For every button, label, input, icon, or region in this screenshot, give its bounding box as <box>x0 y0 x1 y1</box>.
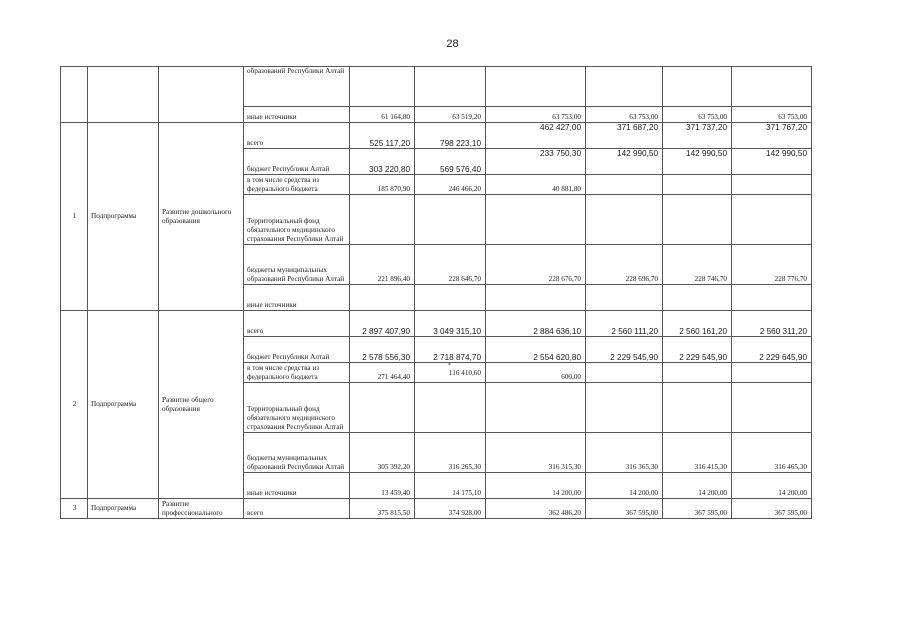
value-cell: 2 578 556,30 <box>350 337 415 363</box>
value-cell <box>663 67 732 107</box>
value-cell: 2 884 636,10 <box>486 311 586 337</box>
value-cell <box>586 383 663 433</box>
value-cell <box>732 195 812 245</box>
source-label: иные источники <box>244 285 350 311</box>
source-label: всего <box>244 499 350 519</box>
table-row <box>61 311 812 337</box>
value-cell: 228 746,70 <box>663 245 732 285</box>
value-cell: 316 415,30 <box>663 433 732 473</box>
value-cell: 367 595,00 <box>586 499 663 519</box>
value-cell: 2 229 645,90 <box>732 337 812 363</box>
value-cell <box>663 285 732 311</box>
value-cell: 798 223,10 <box>415 123 486 149</box>
value-cell <box>586 363 663 383</box>
value-cell <box>586 195 663 245</box>
value-cell: 2 554 620,80 <box>486 337 586 363</box>
value-cell <box>732 383 812 433</box>
value-cell: 228 776,70 <box>732 245 812 285</box>
value-cell <box>415 67 486 107</box>
source-label: иные источники <box>244 473 350 499</box>
value-cell: 2 560 161,20 <box>663 311 732 337</box>
value-cell: 375 815,50 <box>350 499 415 519</box>
value-cell <box>350 195 415 245</box>
table-row <box>61 67 812 107</box>
value-cell: 525 117,20 <box>350 123 415 149</box>
page-number: 28 <box>446 38 459 50</box>
value-cell: 362 486,20 <box>486 499 586 519</box>
value-cell: 2 897 407,90 <box>350 311 415 337</box>
value-cell <box>486 67 586 107</box>
value-cell <box>663 195 732 245</box>
value-cell <box>350 285 415 311</box>
value-cell: 3 049 315,10 <box>415 311 486 337</box>
value-cell: 462 427,00 <box>486 123 586 149</box>
subprogram-name: Развитие общего образования <box>159 311 244 499</box>
value-cell: 303 220,80 <box>350 149 415 175</box>
value-cell <box>415 195 486 245</box>
source-label: в том числе средства из федерального бюджета <box>244 175 350 195</box>
value-cell <box>732 285 812 311</box>
value-cell: 14 200,00 <box>663 473 732 499</box>
subprogram-name: Развитие профессионального <box>159 499 244 519</box>
value-cell: 371 767,20 <box>732 123 812 149</box>
value-cell: 246 466,20 <box>415 175 486 195</box>
value-cell <box>663 383 732 433</box>
value-cell: 61 164,80 <box>350 107 415 123</box>
value-cell: 305 392,20 <box>350 433 415 473</box>
type-cell <box>88 67 159 123</box>
value-cell: 228 646,70 <box>415 245 486 285</box>
subprogram-number: 3 <box>61 499 88 519</box>
value-cell: 271 464,40 <box>350 363 415 383</box>
source-label: всего <box>244 311 350 337</box>
value-cell: 142 990,50 <box>663 149 732 175</box>
value-cell <box>586 67 663 107</box>
value-cell <box>732 67 812 107</box>
value-cell: 14 200,00 <box>486 473 586 499</box>
source-label: бюджет Республики Алтай <box>244 337 350 363</box>
value-cell: 185 870,90 <box>350 175 415 195</box>
value-cell: 2 718 874,70 <box>415 337 486 363</box>
value-text: 116 410,60 <box>448 369 481 377</box>
value-cell: 569 576,40 <box>415 149 486 175</box>
value-cell: 142 990,50 <box>586 149 663 175</box>
value-cell: 14 200,00 <box>732 473 812 499</box>
num-cell <box>61 67 88 123</box>
value-cell <box>415 383 486 433</box>
value-cell: 374 928,00 <box>415 499 486 519</box>
value-cell: 63 753,00 <box>486 107 586 123</box>
name-cell <box>159 67 244 123</box>
value-cell <box>350 67 415 107</box>
table-row <box>61 499 812 519</box>
value-cell: 371 687,20 <box>586 123 663 149</box>
budget-table <box>60 66 812 519</box>
source-label: образований Республики Алтай <box>244 67 350 107</box>
subprogram-type: Подпрограмма <box>88 123 159 311</box>
value-cell: 63 753,00 <box>732 107 812 123</box>
value-cell: 2 560 311,20 <box>732 311 812 337</box>
value-cell: 316 365,30 <box>586 433 663 473</box>
value-cell: 600,00 <box>486 363 586 383</box>
subprogram-number: 1 <box>61 123 88 311</box>
source-label: бюджет Республики Алтай <box>244 149 350 175</box>
source-label: Территориальный фонд обязательного медицинского страхования Республики Алтай <box>244 383 350 433</box>
value-cell: 367 595,00 <box>732 499 812 519</box>
value-cell: 367 595,00 <box>663 499 732 519</box>
value-cell <box>586 285 663 311</box>
value-cell <box>415 363 486 383</box>
subprogram-name: Развитие дошкольного образования <box>159 123 244 311</box>
subprogram-type: Подпрограмма <box>88 311 159 499</box>
value-cell: 228 676,70 <box>486 245 586 285</box>
value-cell: 40 881,80 <box>486 175 586 195</box>
value-cell: 221 896,40 <box>350 245 415 285</box>
value-cell: 14 200,00 <box>586 473 663 499</box>
value-cell: 316 265,30 <box>415 433 486 473</box>
value-cell: 2 229 545,90 <box>586 337 663 363</box>
value-cell: 316 315,30 <box>486 433 586 473</box>
value-cell: 2 229 545,90 <box>663 337 732 363</box>
source-label: бюджеты муниципальных образований Республики Алтай <box>244 433 350 473</box>
value-cell <box>486 285 586 311</box>
value-cell <box>663 363 732 383</box>
value-cell <box>486 383 586 433</box>
value-cell: 233 750,30 <box>486 149 586 175</box>
value-cell: 13 459,40 <box>350 473 415 499</box>
value-cell: 316 465,30 <box>732 433 812 473</box>
source-label: иные источники <box>244 107 350 123</box>
value-cell <box>486 195 586 245</box>
value-cell: 63 753,00 <box>586 107 663 123</box>
source-label: всего <box>244 123 350 149</box>
value-cell <box>350 383 415 433</box>
subprogram-number: 2 <box>61 311 88 499</box>
value-cell <box>732 363 812 383</box>
source-label: бюджеты муниципальных образований Республики Алтай <box>244 245 350 285</box>
value-cell: 2 560 111,20 <box>586 311 663 337</box>
table-row <box>61 123 812 149</box>
value-cell: 63 753,00 <box>663 107 732 123</box>
value-cell: 228 696,70 <box>586 245 663 285</box>
source-label: Территориальный фонд обязательного медицинского страхования Республики Алтай <box>244 195 350 245</box>
value-cell <box>663 175 732 195</box>
value-cell <box>586 175 663 195</box>
value-cell: 63 519,20 <box>415 107 486 123</box>
subprogram-type: Подпрограмма <box>88 499 159 519</box>
value-cell: 371 737,20 <box>663 123 732 149</box>
value-cell <box>415 285 486 311</box>
value-cell: 142 990,50 <box>732 149 812 175</box>
source-label: в том числе средства из федерального бюджета <box>244 363 350 383</box>
value-cell: 14 175,10 <box>415 473 486 499</box>
stray-mark: * <box>448 363 451 369</box>
value-cell <box>732 175 812 195</box>
